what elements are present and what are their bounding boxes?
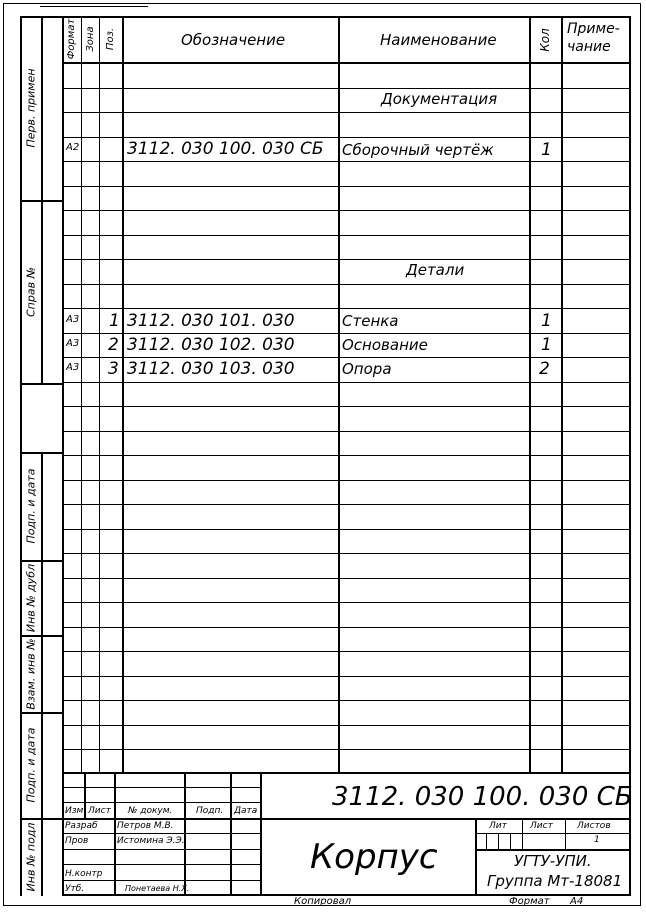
table-row-line — [62, 259, 631, 260]
left-strip-div6 — [20, 712, 64, 714]
title-left-vline-2 — [114, 772, 116, 896]
table-row-line — [62, 284, 631, 285]
row-3-format: А3 — [66, 338, 80, 349]
left-strip-div7 — [20, 818, 64, 820]
title-row-line — [62, 787, 261, 788]
header-bottom-line — [62, 62, 631, 64]
table-row-line — [62, 333, 631, 334]
listov-value: 1 — [594, 835, 600, 845]
row-1-designation: 3112. 030 100. 030 СБ — [127, 139, 324, 159]
title-row-line — [62, 833, 261, 834]
table-row-line — [62, 235, 631, 236]
row-2-name: Стенка — [342, 312, 399, 330]
table-row-line — [62, 210, 631, 211]
org-line2: Группа Мт-18081 — [487, 872, 623, 890]
row-4-name: Опора — [342, 360, 392, 378]
utv-name: Понетаева Н.Х. — [125, 884, 190, 893]
row-1-qty: 1 — [541, 140, 552, 160]
table-row-line — [62, 602, 631, 603]
left-strip-div5 — [20, 635, 64, 637]
footer-format-value: А4 — [570, 896, 584, 907]
table-row-line — [62, 357, 631, 358]
table-row-line — [62, 455, 631, 456]
label-vzam-inv: Взам. инв № — [24, 638, 38, 710]
row-4-pos: 3 — [108, 359, 119, 379]
title-org-top-line — [475, 849, 631, 851]
title-lit-sub-2 — [498, 833, 499, 849]
row-3-name: Основание — [342, 336, 428, 354]
table-row-line — [62, 431, 631, 432]
table-row-line — [62, 578, 631, 579]
col-line-zone — [99, 16, 100, 773]
col-line-pos — [122, 16, 124, 773]
left-strip-div4 — [20, 560, 64, 562]
org-line1: УГТУ-УПИ. — [514, 852, 592, 870]
col-podp: Подп. — [196, 806, 224, 816]
col-doc-no: № докум. — [128, 806, 173, 816]
title-left-vline-1 — [84, 772, 86, 819]
table-row-line — [62, 406, 631, 407]
title-row-line — [62, 880, 261, 881]
title-left-vline-3 — [184, 772, 186, 896]
prov-label: Пров — [65, 836, 89, 846]
lit-label: Лит — [489, 821, 507, 831]
utv-label: Утб. — [65, 884, 85, 894]
row-3-designation: 3112. 030 102. 030 — [127, 335, 295, 355]
label-inv-podl: Инв № подл — [24, 822, 38, 892]
list-label: Лист — [530, 821, 553, 831]
footer-copied: Копировал — [294, 896, 352, 907]
row-2-qty: 1 — [541, 311, 552, 331]
table-row-line — [62, 382, 631, 383]
table-row-line — [62, 725, 631, 726]
row-2-format: А3 — [66, 314, 80, 325]
table-row-line — [62, 749, 631, 750]
left-strip-top — [20, 16, 64, 18]
section-documentation: Документация — [381, 90, 498, 108]
footer-format-label: Формат — [509, 896, 550, 907]
table-row-line — [62, 137, 631, 138]
header-pos: Поз. — [105, 27, 116, 51]
left-strip-div2 — [20, 383, 64, 385]
col-line-format — [81, 16, 82, 773]
razrab-name: Петров М.В. — [117, 821, 174, 831]
header-note-line2: чание — [567, 39, 611, 55]
table-row-line — [62, 553, 631, 554]
label-podp-data-1: Подп. и дата — [24, 468, 38, 544]
label-perv-primen: Перв. примен — [24, 68, 38, 148]
col-line-designation — [338, 16, 340, 773]
title-lit-sub-1 — [486, 833, 487, 849]
col-izm: Изм — [65, 806, 84, 816]
row-3-qty: 1 — [541, 335, 552, 355]
table-row-line — [62, 112, 631, 113]
col-line-name — [529, 16, 531, 773]
row-1-name: Сборочный чертёж — [342, 141, 494, 159]
label-inv-dubl: Инв № дубл — [24, 563, 38, 633]
header-name: Наименование — [380, 31, 497, 49]
title-right-vline-1 — [475, 818, 477, 896]
row-4-designation: 3112. 030 103. 030 — [127, 359, 295, 379]
section-details: Детали — [406, 261, 465, 279]
row-4-qty: 2 — [539, 359, 550, 379]
table-row-line — [62, 627, 631, 628]
header-designation: Обозначение — [181, 31, 286, 49]
razrab-label: Разраб — [65, 821, 98, 831]
left-strip-mid2 — [41, 452, 43, 896]
title-block-mid — [62, 818, 631, 820]
label-podp-data-2: Подп. и дата — [24, 727, 38, 803]
title-lit-sub-3 — [510, 833, 511, 849]
table-row-line — [62, 161, 631, 162]
label-sprav-no: Справ № — [24, 266, 38, 318]
col-list: Лист — [88, 806, 111, 816]
left-strip-div1 — [20, 200, 64, 202]
table-row-line — [62, 676, 631, 677]
header-zone: Зона — [85, 26, 96, 52]
row-4-format: А3 — [66, 362, 80, 373]
header-format: Формат — [66, 18, 77, 60]
table-row-line — [62, 529, 631, 530]
left-strip-div3 — [20, 452, 64, 454]
title-block-top — [62, 772, 631, 774]
table-row-line — [62, 651, 631, 652]
title-row-line — [62, 849, 261, 850]
table-row-line — [62, 480, 631, 481]
row-2-pos: 1 — [109, 311, 120, 331]
table-row-line — [62, 308, 631, 309]
title-row-line — [62, 802, 261, 803]
title-doc-code: 3112. 030 100. 030 СБ — [332, 782, 633, 812]
listov-label: Листов — [577, 821, 611, 831]
title-name: Корпус — [310, 837, 438, 877]
row-3-pos: 2 — [108, 335, 119, 355]
col-data: Дата — [234, 806, 258, 816]
nkontr-label: Н.контр — [65, 869, 103, 879]
row-1-format: А2 — [66, 142, 80, 153]
col-line-qty — [561, 16, 563, 773]
header-note-line1: Приме- — [567, 21, 620, 37]
title-row-line — [62, 864, 261, 865]
row-2-designation: 3112. 030 101. 030 — [127, 311, 295, 331]
table-row-line — [62, 700, 631, 701]
table-row-line — [62, 186, 631, 187]
header-qty: Кол — [538, 28, 552, 52]
top-stub-line — [40, 6, 148, 7]
title-left-vline-5 — [260, 772, 262, 896]
prov-name: Истомина Э.Э. — [117, 836, 185, 846]
title-left-vline-4 — [230, 772, 232, 896]
table-row-line — [62, 504, 631, 505]
table-row-line — [62, 88, 631, 89]
left-strip-edge — [20, 16, 22, 896]
